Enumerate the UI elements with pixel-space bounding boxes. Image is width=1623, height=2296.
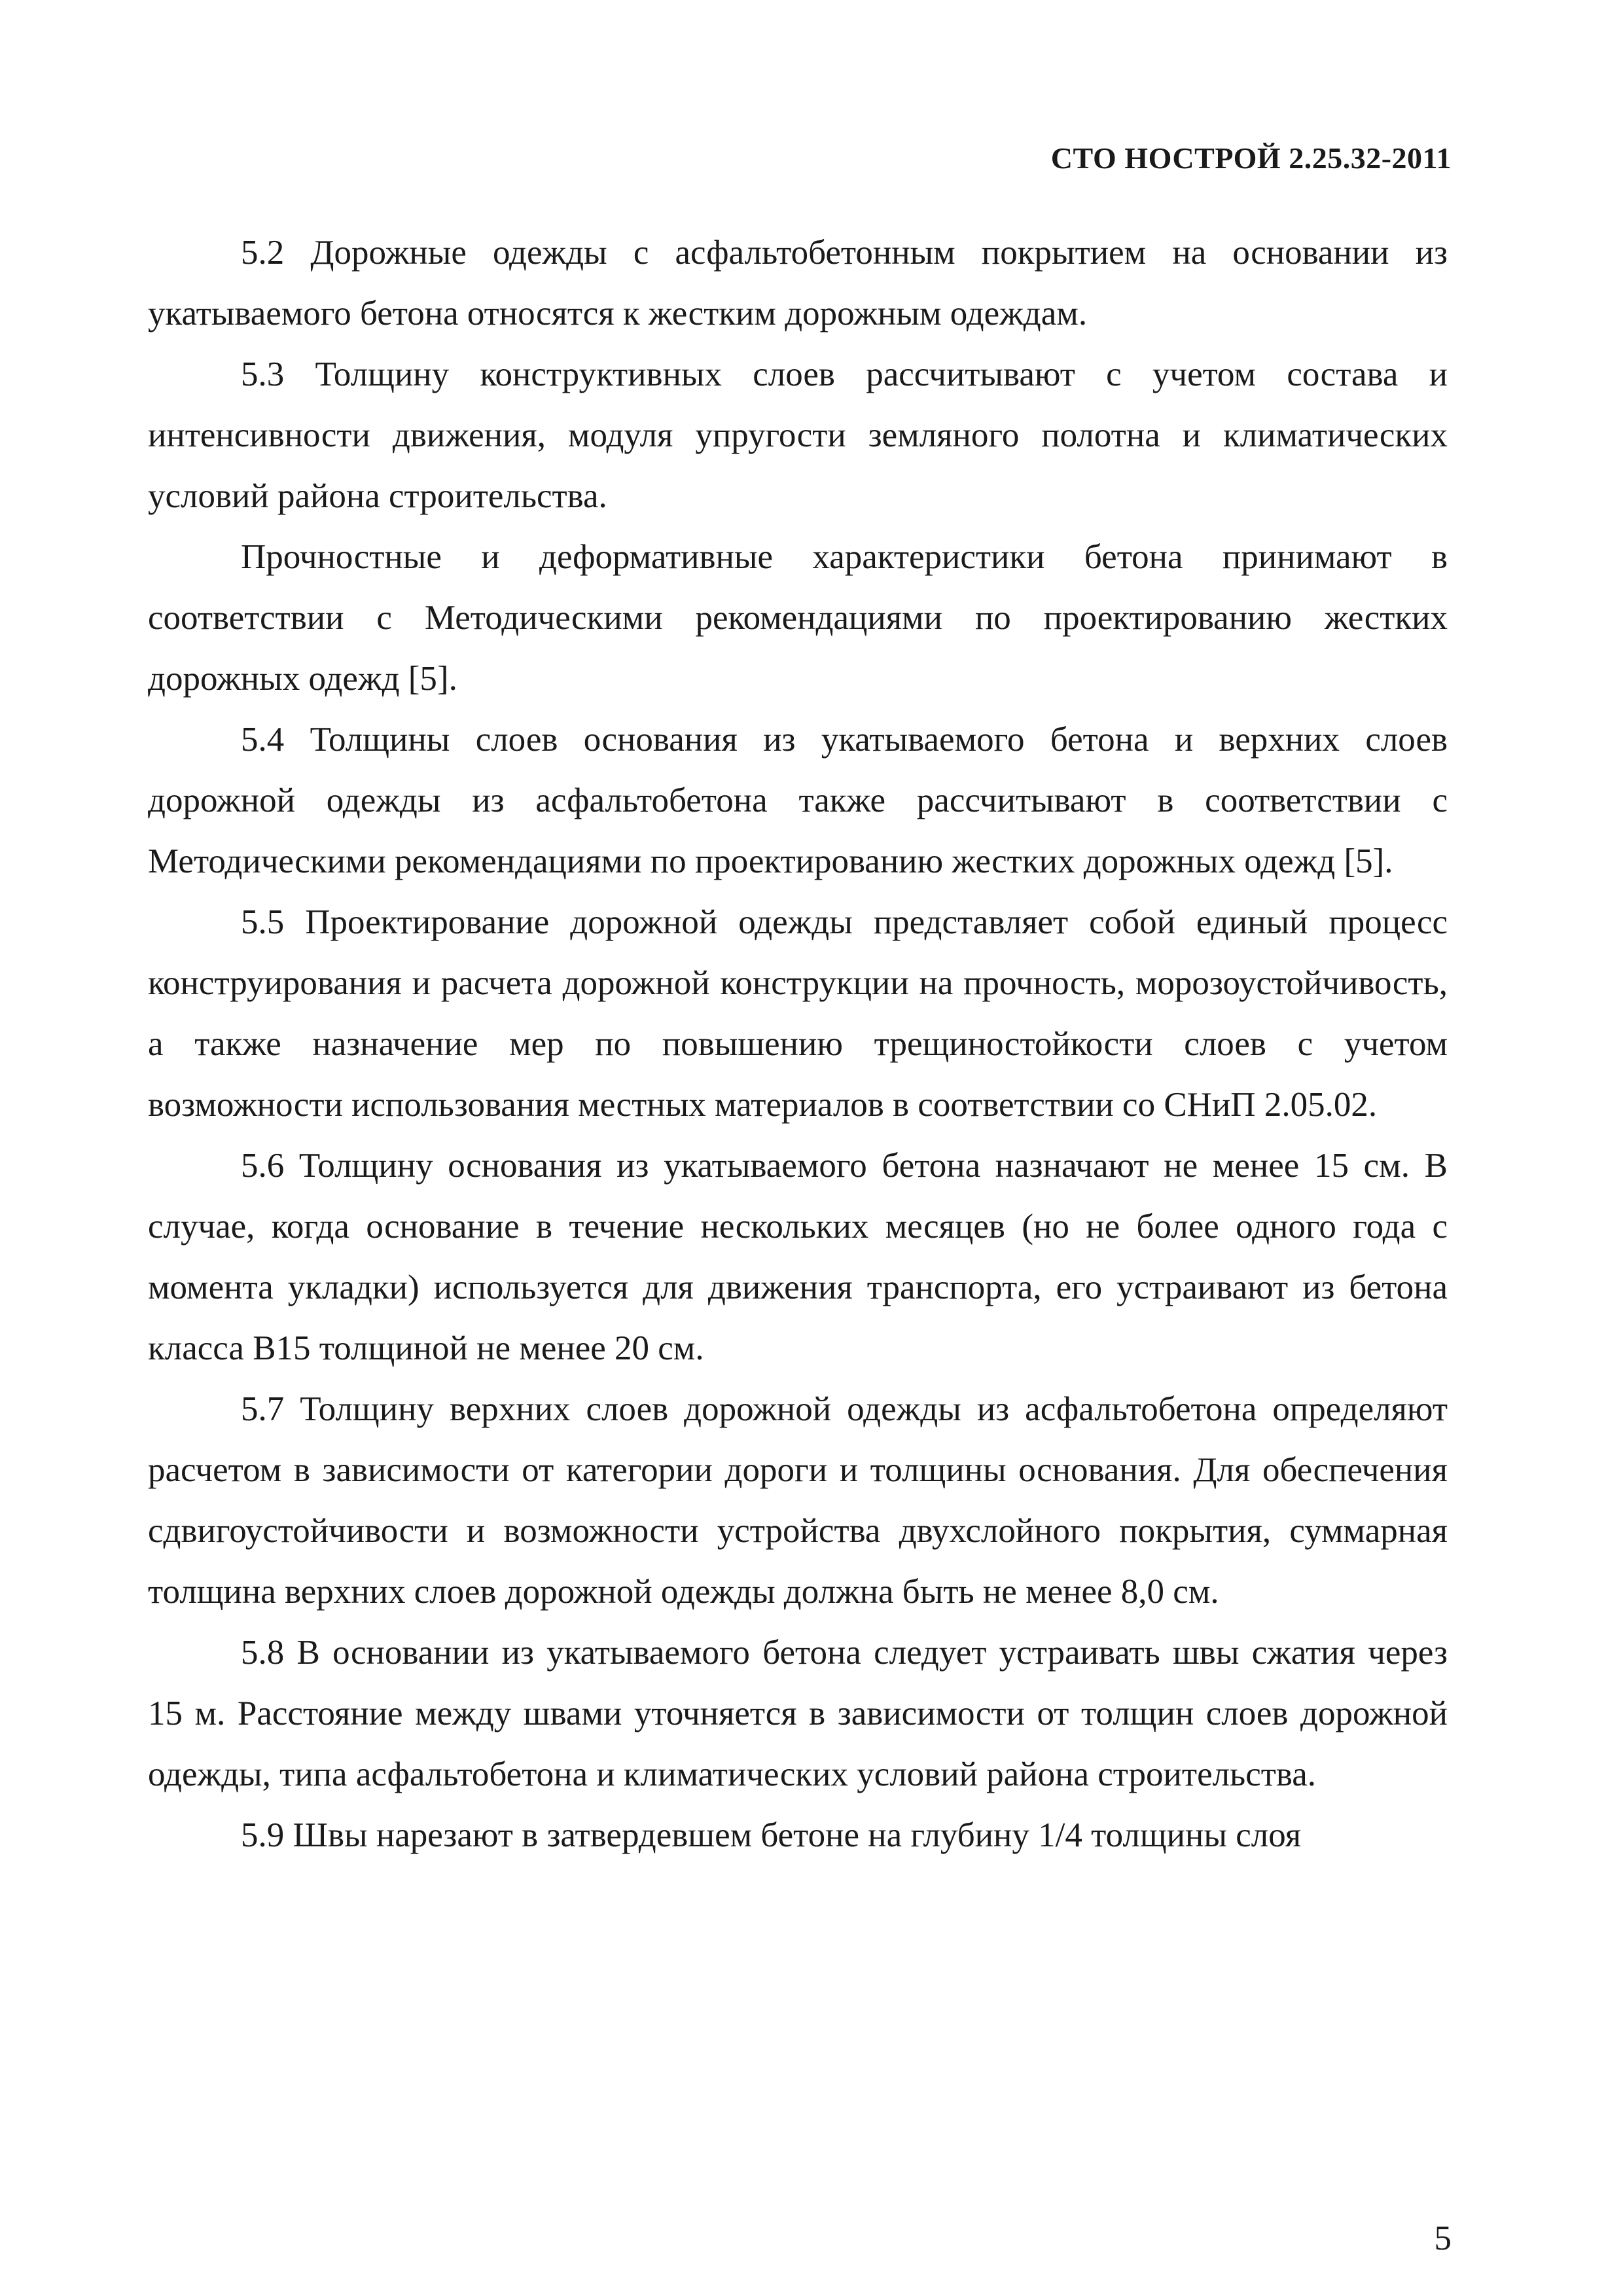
paragraph-5-8: 5.8 В основании из укатываемого бетона следует устраивать швы сжатия через 15 м. Расстояние между швами уточняется в зависимости от толщин слоев дорожной одежды, типа асфальтобетона и климатических условий района строительства. [148,1634,1448,1793]
paragraph-5-4: 5.4 Толщины слоев основания из укатываемого бетона и верхних слоев дорожной одежды из асфальтобетона также рассчитывают в соответствии с Методическими рекомендациями по проектированию жестких дорожных одежд [5]. [148,721,1448,880]
page-number: 5 [1434,2219,1452,2257]
paragraph-5-3: 5.3 Толщину конструктивных слоев рассчитывают с учетом состава и интенсивности движения, модуля упругости земляного полотна и климатических условий района строительства. [148,355,1448,515]
paragraph-strength-characteristics: Прочностные и деформативные характеристики бетона принимают в соответствии с Методическими рекомендациями по проектированию жестких дорожных одежд [5]. [148,538,1448,698]
paragraph-5-5: 5.5 Проектирование дорожной одежды представляет собой единый процесс конструирования и расчета дорожной конструкции на прочность, морозоустойчивость, а также назначение мер по повышению трещиностойкости слоев с учетом возможности использования местных материалов в соответствии со СНиП 2.05.02. [148,903,1448,1124]
document-code-header: СТО НОСТРОЙ 2.25.32-2011 [1050,141,1452,175]
paragraph-5-9: 5.9 Швы нарезают в затвердевшем бетоне на глубину 1/4 толщины слоя [241,1816,1302,1854]
paragraph-5-6: 5.6 Толщину основания из укатываемого бетона назначают не менее 15 см. В случае, когда основание в течение нескольких месяцев (но не более одного года с момента укладки) используется для движения транспорта, его устраивают из бетона класса B15 толщиной не менее 20 см. [148,1147,1448,1367]
paragraph-5-2: 5.2 Дорожные одежды с асфальтобетонным покрытием на основании из укатываемого бетона относятся к жестким дорожным одеждам. [148,234,1448,332]
paragraph-5-7: 5.7 Толщину верхних слоев дорожной одежды из асфальтобетона определяют расчетом в зависимости от категории дороги и толщины основания. Для обеспечения сдвигоустойчивости и возможности устройства двухслойного покрытия, суммарная толщина верхних слоев дорожной одежды должна быть не менее 8,0 см. [148,1390,1448,1611]
body-text [148,223,1448,1866]
